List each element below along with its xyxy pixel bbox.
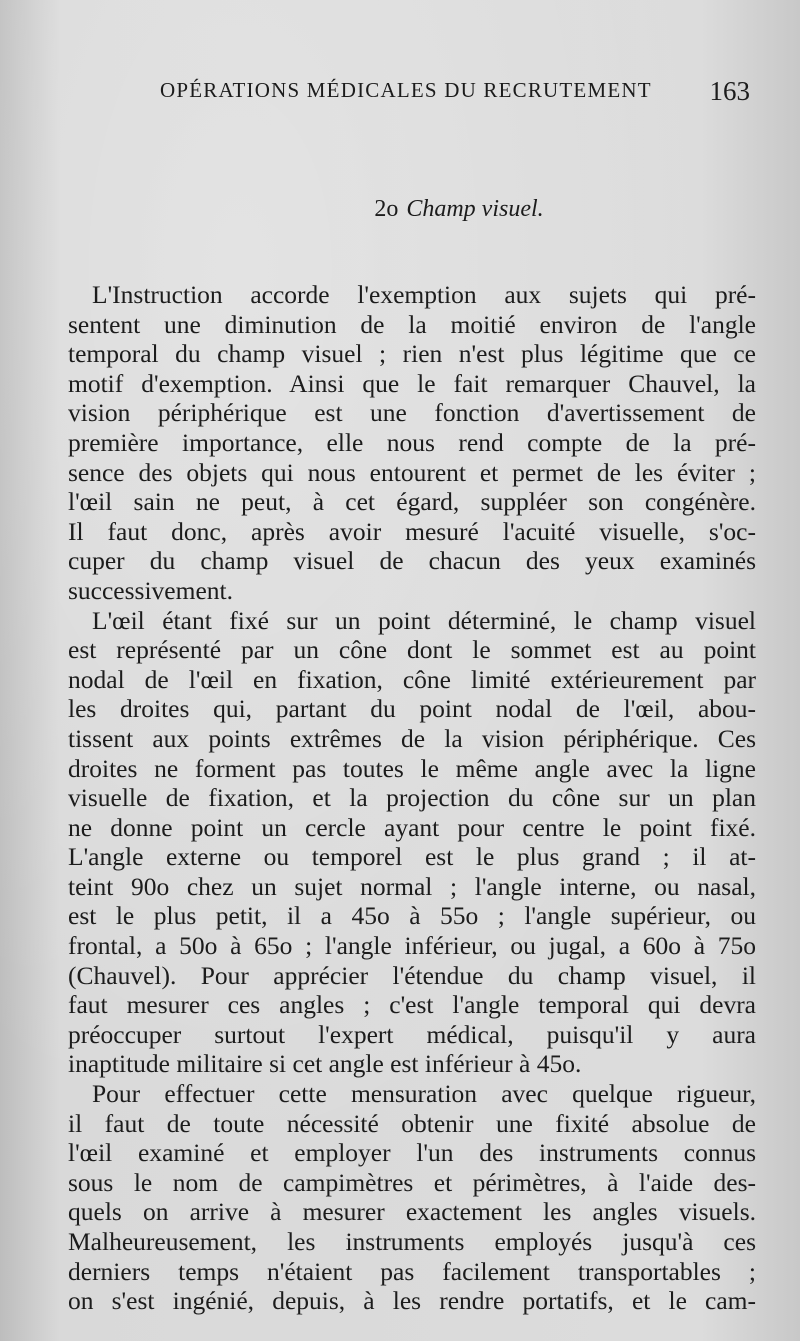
running-header: [160, 76, 750, 106]
text-line: visuelle de fixation, et la projection du cône sur un plan: [68, 783, 756, 813]
text-line: sentent une diminution de la moitié environ de l'angle: [68, 309, 756, 339]
text-line: sence des objets qui nous entourent et permet de les éviter ;: [68, 457, 756, 487]
text-line: nodal de l'œil en fixation, cône limité extérieurement par: [68, 664, 756, 694]
text-line: on s'est ingénié, depuis, à les rendre portatifs, et le cam-: [68, 1286, 756, 1316]
text-line: successivement.: [68, 575, 233, 605]
text-line: Pour effectuer cette mensuration avec quelque rigueur,: [92, 1079, 756, 1109]
text-line: première importance, elle nous rend compte de la pré-: [68, 427, 756, 457]
section-number: 2o: [374, 196, 399, 222]
text-line: derniers temps n'étaient pas facilement transportables ;: [68, 1256, 756, 1286]
text-line: (Chauvel). Pour apprécier l'étendue du champ visuel, il: [68, 960, 756, 990]
section-title: Champ visuel.: [406, 196, 544, 222]
text-line: il faut de toute nécessité obtenir une fixité absolue de: [68, 1108, 756, 1138]
text-line: quels on arrive à mesurer exactement les angles visuels.: [68, 1197, 756, 1227]
text-line: tissent aux points extrêmes de la vision périphérique. Ces: [68, 723, 756, 753]
page-number: 163: [709, 76, 750, 106]
text-line: L'Instruction accorde l'exemption aux sujets qui pré-: [92, 280, 756, 309]
text-line: ne donne point un cercle ayant pour centre le point fixé.: [68, 812, 756, 842]
text-line: L'œil étant fixé sur un point déterminé, le champ visuel: [92, 605, 756, 635]
text-line: sous le nom de campimètres et périmètres, à l'aide des-: [68, 1167, 756, 1197]
text-line: L'angle externe ou temporel est le plus grand ; il at-: [68, 842, 756, 872]
text-line: frontal, a 50o à 65o ; l'angle inférieur, ou jugal, a 60o à 75o: [68, 931, 756, 961]
text-line: teint 90o chez un sujet normal ; l'angle interne, ou nasal,: [68, 871, 756, 901]
text-line: est représenté par un cône dont le sommet est au point: [68, 635, 756, 665]
section-heading: [0, 196, 800, 223]
text-line: droites ne forment pas toutes le même angle avec la ligne: [68, 753, 756, 783]
text-line: temporal du champ visuel ; rien n'est plus légitime que ce: [68, 339, 756, 369]
body-text: [68, 280, 756, 1316]
text-line: faut mesurer ces angles ; c'est l'angle temporal qui devra: [68, 990, 756, 1020]
text-line: cuper du champ visuel de chacun des yeux examinés: [68, 546, 756, 576]
text-line: l'œil sain ne peut, à cet égard, suppléer son congénère.: [68, 487, 756, 517]
text-line: les droites qui, partant du point nodal de l'œil, abou-: [68, 694, 756, 724]
text-line: motif d'exemption. Ainsi que le fait remarquer Chauvel, la: [68, 368, 756, 398]
text-line: Il faut donc, après avoir mesuré l'acuité visuelle, s'oc-: [68, 516, 756, 546]
text-line: l'œil examiné et employer l'un des instruments connus: [68, 1138, 756, 1168]
text-line: est le plus petit, il a 45o à 55o ; l'angle supérieur, ou: [68, 901, 756, 931]
text-line: vision périphérique est une fonction d'avertissement de: [68, 398, 756, 428]
text-line: Malheureusement, les instruments employés jusqu'à ces: [68, 1227, 756, 1256]
running-title: OPÉRATIONS MÉDICALES DU RECRUTEMENT: [160, 78, 652, 102]
text-line: inaptitude militaire si cet angle est inférieur à 45o.: [68, 1049, 582, 1079]
text-line: préoccuper surtout l'expert médical, puisqu'il y aura: [68, 1019, 756, 1049]
